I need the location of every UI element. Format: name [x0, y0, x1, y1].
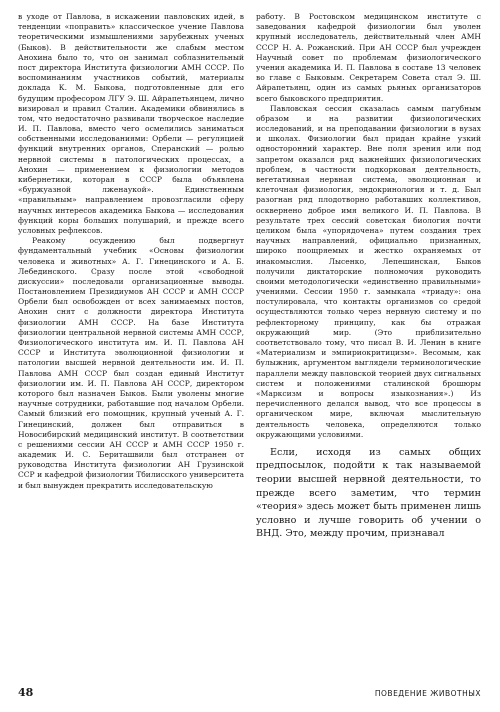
right-paragraph-2: Павловская сессия сказалась самым пагубным образом и на развитии физиологических исследований, и на преподавании физиологии в вузах и школах. Физиологии был придан крайне узкий односторонний характер. Вне поля зрения или под запретом оказался ряд важнейших физиологических проблем, в частности подкорковая деятельность, вегетативная нервная система, эволюционная и клеточная физиология, эндокринология и т. д. Был разогнан ряд плодотворно работавших коллективов, оскверненo доброе имя великого И. П. Павлова. В результате трех сессий советская биология почти целиком была «упорядочена» путем создания трех научных направлений, официально признанных, широко поощряемых и жестко охраняемых от инакомыслия. Лысенко, Лепешинская, Быков получили диктаторские полномочия руководить своими методологически «единственно правильными» учениями. Сессии 1950 г. замыкала «триаду»: она постулировала, что контакты организмов со средой осуществляются только через нервную систему и по рефлекторному принципу, как бы отражая окружающий мир. (Это приблизительно соответствовало тому, что писал В. И. Ленин в книге «Материализм и эмпириокритицизм». Весомым, как булыжник, аргументом выглядели терминологические параллели между павловской теорией двух сигнальных систем и положениями сталинской брошюры «Марксизм и вопросы языкознания».) Из перечисленного делался вывод, что все процессы в органическом мире, включая мыслительную деятельность человека, определяются только окружающими условиями.: [256, 103, 481, 439]
right-column: [256, 12, 481, 541]
left-paragraph-1: в уходе от Павлова, в искажении павловских идей, в тенденции «поправить» классическое учение Павлова теоретическими измышлениями зарубежных ученых (Быков). В действительности же слабым местом Анохина было то, что он занимал соблазнительный пост директора Института физиологии АМН СССР. По воспоминаниям участников событий, материалы доклада К. М. Быкова, подготовленные для его будущим професором ЛГУ Э. Ш. Айрапетьянцем, лично визировал и правил Сталин. Академики обвинялись в том, что недостаточно развивали творческое наследие И. П. Павлова, вместо чего осмелились заниматься собственными исследованиями: Орбели — регуляцией функций внутренних органов, Сперанский — ролью нервной системы в патологических процессах, а Анохин — применением к физиологии методов кибернетики, которая в СССР была объявлена «буржуазной лженаукой». Единственным «правильным» направлением провозгласили сферу научных интересов академика Быкова — исследования функций коры больших полушарий, и прежде всего условных рефлексов.: [18, 12, 244, 235]
page-number: 48: [18, 686, 34, 699]
left-paragraph-2: Реакому осуждению был подвергнут фундаментальный учебник «Основы физиологии человека и животных» А. Г. Гинецинского и А. Б. Лебединского. Сразу после этой «свободной дискуссии» последовали организационные выводы. Постановлением Президиумов АН СССР и АМН СССР Орбели был освобожден от всех занимаемых постов, Анохин снят с должности директора Института физиологии АМН СССР. На базе Института физиологии центральной нервной системы АМН СССР, Физиологического института им. И. П. Павлова АН СССР и Института эволюционной физиологии и патологии высшей нервной деятельности им. И. П. Павлова АМН СССР был создан единый Институт физиологии им. И. П. Павлова АН СССР, директором которого был назначен Быков. Были уволены многие научные сотрудники, работавшие под началом Орбели. Самый близкий его помощник, крупный ученый А. Г. Гинецинский, должен был отправиться в Новосибирский медицинский институт. В соответствии с решениями сессии АН СССР и АМН СССР 1950 г. академик И. С. Бериташвили был отстранен от руководства Института физиологии АН Грузинской ССР и кафедрой физиологии Тбилисского университета и был вынужден прекратить исследовательскую: [18, 236, 244, 490]
right-paragraph-1: работу. В Ростовском медицинском институте с заведования кафедрой физиологии был уволен крупный исследователь, действительный член АМН СССР Н. А. Рожанский. При АН СССР был учрежден Научный совет по проблемам физиологического учения академика И. П. Павлова в составе 13 человек во главе с Быковым. Секретарем Совета стал Э. Ш. Айрапетьянц, один из самых рьяных организаторов всего быковского предприятия.: [256, 12, 481, 103]
running-title: ПОВЕДЕНИЕ ЖИВОТНЫХ: [374, 689, 481, 698]
right-paragraph-3: Если, исходя из самых общих предпосылок, подойти к так называемой теории высшей нервной деятельности, то прежде всего заметим, что термин «теория» здесь может быть применен лишь условно и лучше говорить об учении о ВНД. Это, между прочим, признавал: [256, 446, 481, 540]
right-paragraph-3-wrapper: [256, 446, 481, 541]
left-column: [18, 12, 244, 491]
